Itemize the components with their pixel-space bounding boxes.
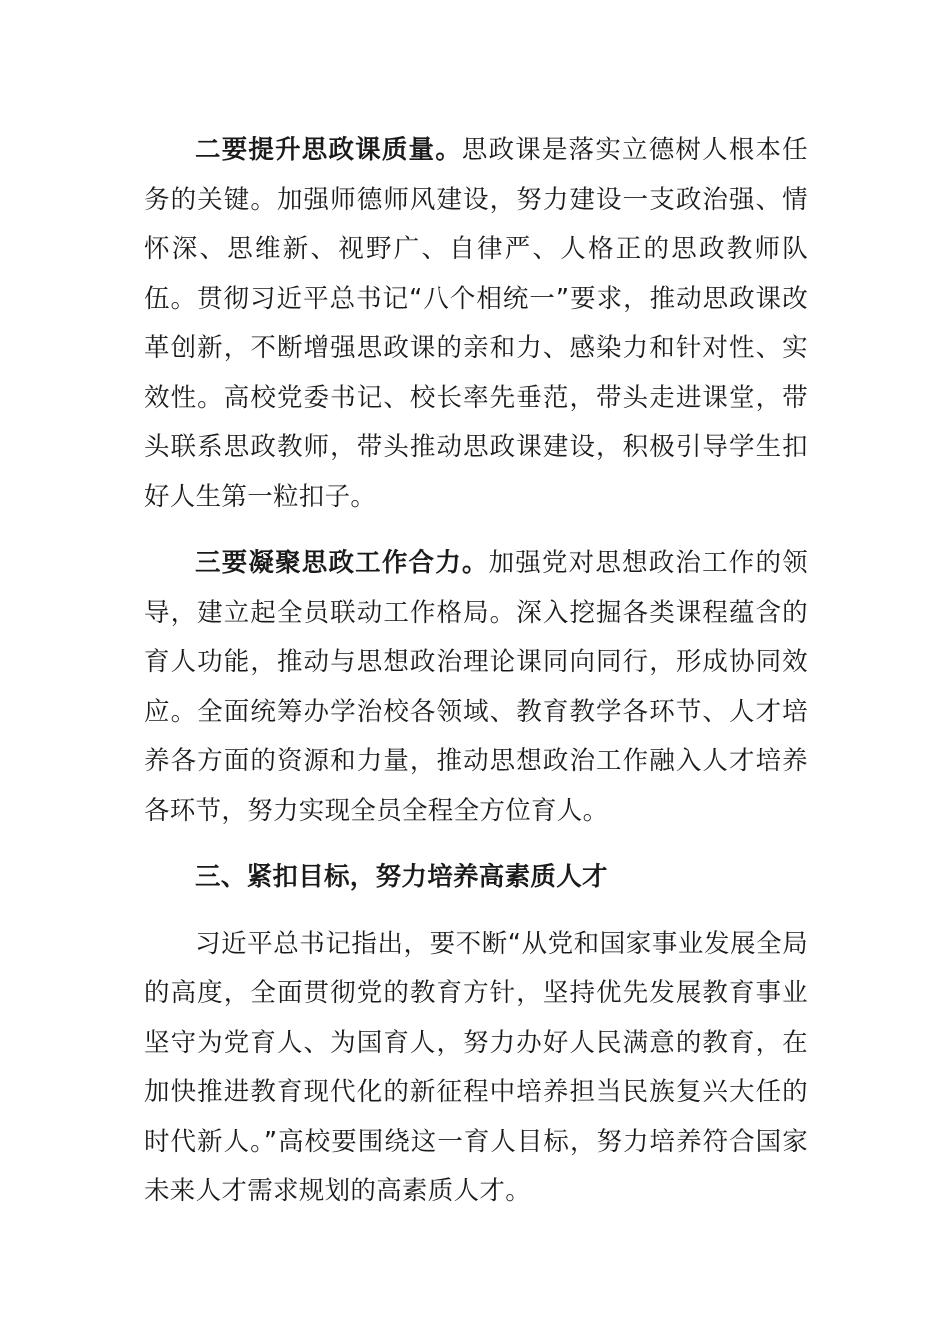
paragraph-body: 习近平总书记指出，要不断“从党和国家事业发展全局的高度，全面贯彻党的教育方针，坚持优先发展教育事业坚守为党育人、为国育人，努力办好人民满意的教育，在加快推进教育现代化的新征程中培养担当民族复兴大任的时代新人。”高校要围绕这一育人目标，努力培养符合国家未来人才需求规划的高素质人才。: [144, 928, 808, 1206]
section-heading: 三、紧扣目标，努力培养高素质人才: [195, 862, 608, 892]
paragraph-body: 思政课是落实立德树人根本任务的关键。加强师德师风建设，努力建设一支政治强、情怀深、思维新、视野广、自律严、人格正的思政教师队伍。贯彻习近平总书记“八个相统一”要求，推动思政课改革创新，不断增强思政课的亲和力、感染力和针对性、实效性。高校党委书记、校长率先垂范，带头走进课堂，带头联系思政教师，带头推动思政课建设，积极引导学生扣好人生第一粒扣子。: [144, 135, 808, 512]
paragraph-body: 加强党对思想政治工作的领导，建立起全员联动工作格局。深入挖掘各类课程蕴含的育人功能，推动与思想政治理论课同向同行，形成协同效应。全面统筹办学治校各领域、教育教学各环节、人才培养各方面的资源和力量，推动思想政治工作融入人才培养各环节，努力实现全员全程全方位育人。: [144, 548, 808, 826]
paragraph-education-goal: [144, 920, 808, 1217]
paragraph-improve-course-quality: [144, 126, 808, 522]
document-page: [144, 126, 808, 1217]
paragraph-unite-work-force: [144, 539, 808, 836]
paragraph-lead: 三要凝聚思政工作合力。: [195, 548, 489, 578]
paragraph-lead: 二要提升思政课质量。: [195, 135, 462, 165]
